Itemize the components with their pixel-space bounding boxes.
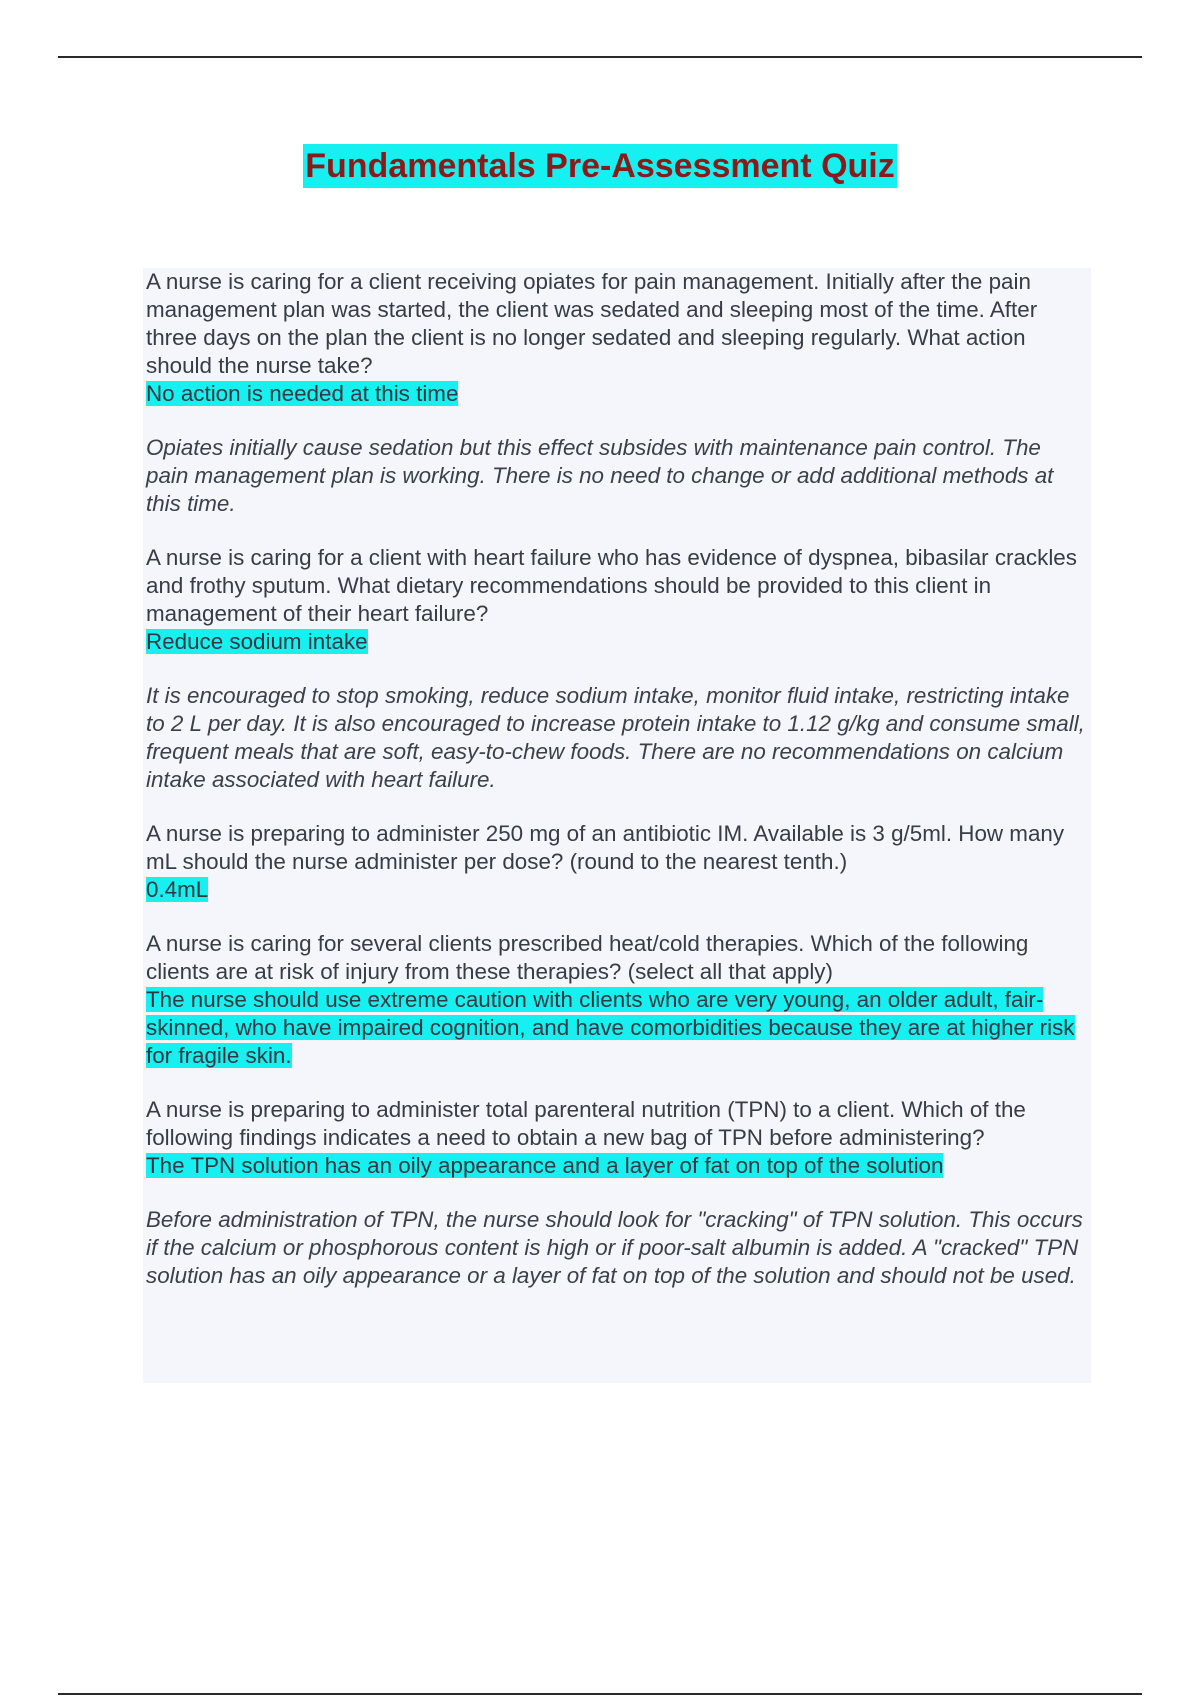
answer-highlight: The nurse should use extreme caution with clients who are very young, an older adult, fair-skinned, who have impaired cognition, and have comorbidities because they are at higher risk for fragile skin. bbox=[146, 987, 1075, 1068]
question-text: A nurse is caring for a client receiving opiates for pain management. Initially after the pain management plan was started, the client was sedated and sleeping most of the time. After three days on the plan the client is no longer sedated and sleeping regularly. What action should the nurse take? bbox=[146, 269, 1038, 378]
rationale-text: Before administration of TPN, the nurse should look for "cracking" of TPN solution. This occurs if the calcium or phosphorous content is high or if poor-salt albumin is added. A "cracked" TPN solution has an oily appearance or a layer of fat on top of the solution and should not be used. bbox=[146, 1207, 1083, 1288]
answer-highlight: Reduce sodium intake bbox=[146, 629, 368, 654]
question-text: A nurse is preparing to administer 250 mg of an antibiotic IM. Available is 3 g/5ml. How many mL should the nurse administer per dose? (round to the nearest tenth.) bbox=[146, 821, 1065, 874]
document-title: Fundamentals Pre-Assessment Quiz bbox=[303, 144, 897, 188]
header-rule bbox=[58, 56, 1142, 58]
question-text: A nurse is caring for a client with heart failure who has evidence of dyspnea, bibasilar crackles and frothy sputum. What dietary recommendations should be provided to this client in management of their heart failure? bbox=[146, 545, 1077, 626]
quiz-item-3 bbox=[146, 820, 1087, 904]
quiz-item-4 bbox=[146, 930, 1087, 1070]
footer-rule bbox=[58, 1693, 1142, 1695]
answer-text bbox=[146, 986, 1087, 1070]
answer-highlight: 0.4mL bbox=[146, 877, 209, 902]
question-text: A nurse is caring for several clients prescribed heat/cold therapies. Which of the following clients are at risk of injury from these therapies? (select all that apply) bbox=[146, 931, 1029, 984]
rationale-text: Opiates initially cause sedation but this effect subsides with maintenance pain control. The pain management plan is working. There is no need to change or add additional methods at this time. bbox=[146, 435, 1054, 516]
answer-text bbox=[146, 1152, 1087, 1180]
answer-highlight: No action is needed at this time bbox=[146, 381, 459, 406]
quiz-content-panel bbox=[143, 268, 1091, 1383]
quiz-item-2 bbox=[146, 544, 1087, 794]
question-text: A nurse is preparing to administer total parenteral nutrition (TPN) to a client. Which of the following findings indicates a need to obtain a new bag of TPN before administering? bbox=[146, 1097, 1026, 1150]
title-container bbox=[0, 144, 1200, 188]
rationale-text: It is encouraged to stop smoking, reduce sodium intake, monitor fluid intake, restricting intake to 2 L per day. It is also encouraged to increase protein intake to 1.12 g/kg and consume small, frequent meals that are soft, easy-to-chew foods. There are no recommendations on calcium intake associated with heart failure. bbox=[146, 683, 1085, 792]
answer-text bbox=[146, 876, 1087, 904]
quiz-item-5 bbox=[146, 1096, 1087, 1290]
answer-text bbox=[146, 628, 1087, 656]
answer-text bbox=[146, 380, 1087, 408]
answer-highlight: The TPN solution has an oily appearance and a layer of fat on top of the solution bbox=[146, 1153, 944, 1178]
quiz-item-1 bbox=[146, 268, 1087, 518]
